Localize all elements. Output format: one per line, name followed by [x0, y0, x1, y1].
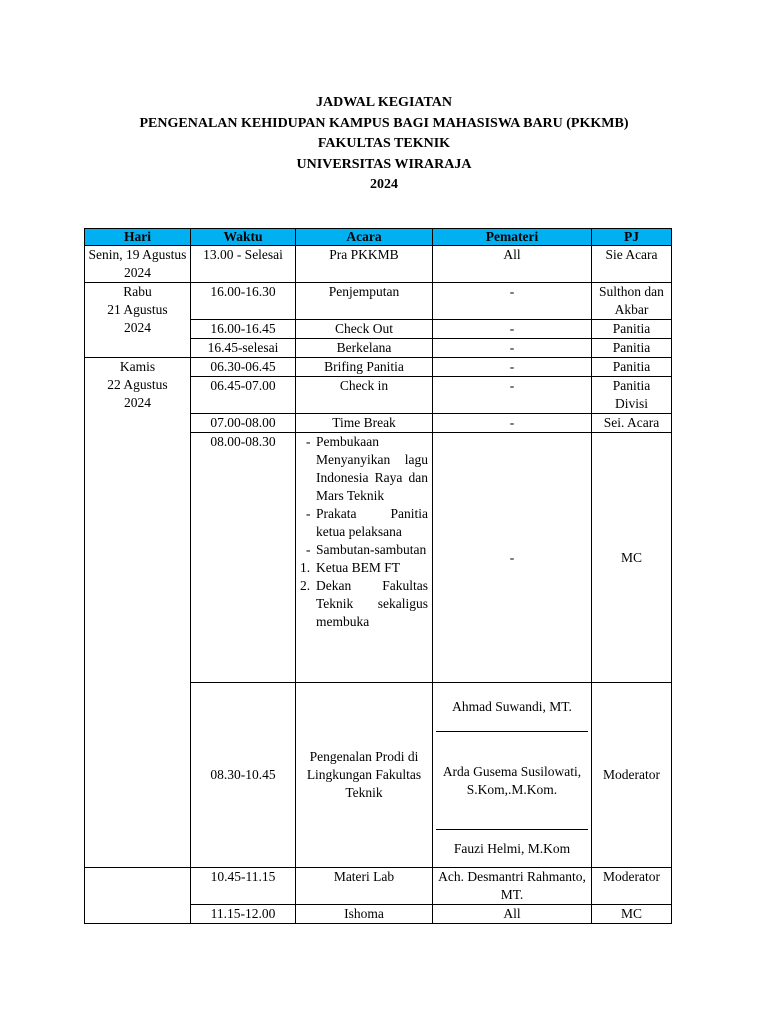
pemateri-cell: - [433, 320, 592, 339]
acara-cell: Pra PKKMB [296, 246, 433, 283]
pemateri-cell: Ach. Desmantri Rahmanto, MT. [433, 868, 592, 905]
list-item-text: Sambutan-sambutan [316, 542, 427, 557]
table-row [85, 283, 672, 320]
hari-line: Rabu [123, 284, 152, 299]
pj-cell: Panitia [592, 320, 672, 339]
acara-cell: Check in [296, 377, 433, 414]
pj-cell: MC [592, 905, 672, 924]
list-item-text: Dekan Fakultas Teknik sekaligus membuka [316, 578, 428, 629]
list-item [300, 541, 428, 559]
pemateri-cell: - [433, 414, 592, 433]
document-title [0, 93, 768, 196]
hari-cell: Senin, 19 Agustus 2024 [85, 246, 191, 283]
acara-cell: Brifing Panitia [296, 358, 433, 377]
list-item [300, 505, 428, 541]
title-line: PENGENALAN KEHIDUPAN KAMPUS BAGI MAHASISWA BARU (PKKMB) [139, 115, 629, 131]
pemateri-entry: Fauzi Helmi, M.Kom [453, 840, 571, 856]
opening-agenda-list [300, 433, 428, 631]
table-row [85, 868, 672, 905]
list-marker: - [306, 542, 311, 557]
title-line: 2024 [370, 177, 398, 192]
waktu-cell: 11.15-12.00 [191, 905, 296, 924]
acara-cell: Ishoma [296, 905, 433, 924]
pemateri-cell: All [433, 246, 592, 283]
table-row [85, 358, 672, 377]
list-item [300, 577, 428, 631]
pj-cell: Moderator [592, 683, 672, 868]
acara-cell: Pengenalan Prodi di Lingkungan Fakultas Teknik [296, 683, 433, 868]
waktu-cell: 16.00-16.30 [191, 283, 296, 320]
waktu-cell: 08.30-10.45 [191, 683, 296, 868]
hari-line: 2024 [124, 395, 151, 410]
list-item [300, 559, 428, 577]
column-header: PJ [592, 229, 672, 246]
column-header: Pemateri [433, 229, 592, 246]
pj-cell: Sei. Acara [592, 414, 672, 433]
hari-line: Kamis [119, 359, 156, 374]
pemateri-entry: Arda Gusema Susilowati, S.Kom,.M.Kom. [436, 732, 588, 830]
pemateri-cell: - [433, 358, 592, 377]
pemateri-cell: - [433, 433, 592, 683]
list-item-text: Ketua BEM FT [316, 560, 400, 575]
acara-cell: Berkelana [296, 339, 433, 358]
pj-cell: Sie Acara [592, 246, 672, 283]
list-marker: - [306, 434, 311, 449]
hari-line: 21 Agustus [107, 302, 168, 317]
list-item [300, 433, 428, 505]
waktu-cell: 16.00-16.45 [191, 320, 296, 339]
pemateri-entry: Ahmad Suwandi, MT. [436, 683, 588, 732]
pemateri-cell: All [433, 905, 592, 924]
hari-line: 22 Agustus [107, 377, 168, 392]
title-line: UNIVERSITAS WIRARAJA [296, 156, 472, 172]
pemateri-cell [433, 683, 592, 868]
schedule-table [84, 228, 672, 924]
waktu-cell: 10.45-11.15 [191, 868, 296, 905]
acara-cell: Time Break [296, 414, 433, 433]
list-marker: 2. [300, 578, 311, 593]
pemateri-cell: - [433, 339, 592, 358]
title-line: FAKULTAS TEKNIK [317, 136, 451, 151]
pj-cell: Sulthon dan Akbar [592, 283, 672, 320]
acara-cell: Penjemputan [296, 283, 433, 320]
pj-cell: Panitia [592, 358, 672, 377]
list-item-text: Pembukaan Menyanyikan lagu Indonesia Raya dan Mars Teknik [316, 434, 428, 503]
title-line: JADWAL KEGIATAN [315, 95, 452, 110]
list-marker: - [306, 506, 311, 521]
hari-line: 2024 [124, 320, 151, 335]
pj-cell: Moderator [592, 868, 672, 905]
column-header: Hari [85, 229, 191, 246]
waktu-cell: 06.30-06.45 [191, 358, 296, 377]
hari-cell [85, 283, 191, 358]
waktu-cell: 13.00 - Selesai [191, 246, 296, 283]
hari-cell [85, 358, 191, 868]
column-header: Waktu [191, 229, 296, 246]
pemateri-cell: - [433, 377, 592, 414]
acara-cell: Materi Lab [296, 868, 433, 905]
waktu-cell: 06.45-07.00 [191, 377, 296, 414]
list-item-text: Prakata Panitia ketua pelaksana [316, 506, 428, 539]
table-row [85, 246, 672, 283]
pemateri-cell: - [433, 283, 592, 320]
acara-cell: Check Out [296, 320, 433, 339]
column-header: Acara [296, 229, 433, 246]
waktu-cell: 07.00-08.00 [191, 414, 296, 433]
waktu-cell: 16.45-selesai [191, 339, 296, 358]
hari-cell [85, 868, 191, 924]
list-marker: 1. [300, 560, 311, 575]
waktu-cell: 08.00-08.30 [191, 433, 296, 683]
pj-cell: MC [592, 433, 672, 683]
pj-cell: Panitia [592, 339, 672, 358]
acara-cell [296, 433, 433, 683]
table-header-row [85, 229, 672, 246]
pj-cell: Panitia Divisi [592, 377, 672, 414]
